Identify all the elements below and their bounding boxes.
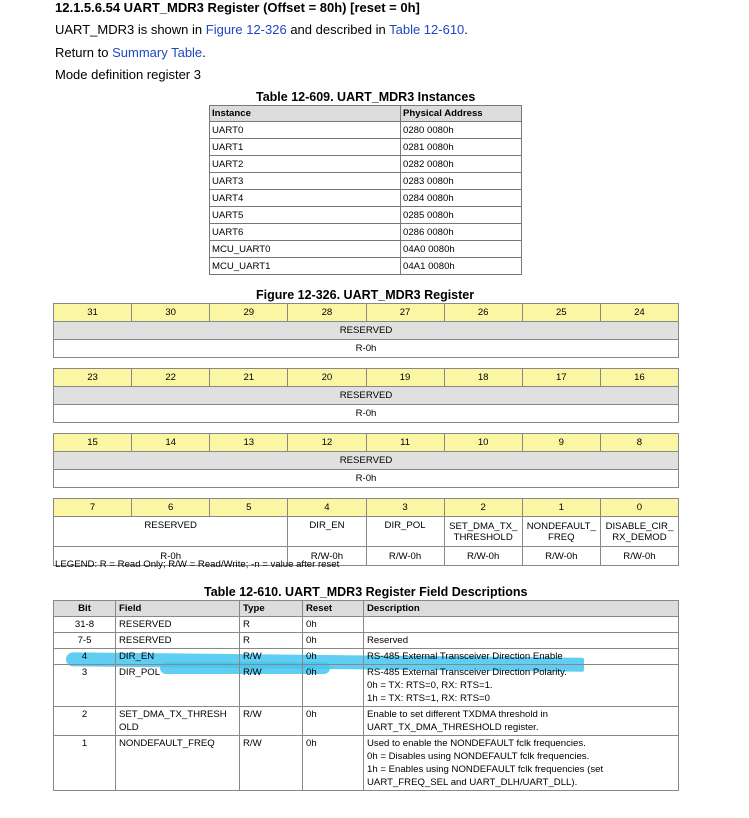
field-type: R/W bbox=[240, 707, 303, 736]
fields-caption: Table 12-610. UART_MDR3 Register Field Descriptions bbox=[204, 585, 528, 599]
low-field-name-row bbox=[54, 517, 679, 547]
field-reset: 0h bbox=[303, 633, 364, 649]
field-type: R/W bbox=[240, 649, 303, 665]
instance-header: Instance bbox=[210, 106, 401, 122]
instance-address: 0284 0080h bbox=[401, 190, 522, 207]
instance-name: UART5 bbox=[210, 207, 401, 224]
field-reset: 0h bbox=[303, 649, 364, 665]
description-header: Description bbox=[364, 601, 679, 617]
bit-number-row bbox=[54, 369, 679, 387]
instance-address: 0281 0080h bbox=[401, 139, 522, 156]
bit-number: 16 bbox=[600, 369, 678, 387]
bit-number: 20 bbox=[288, 369, 366, 387]
low-access-value: R/W-0h bbox=[444, 547, 522, 566]
reserved-field: RESERVED bbox=[54, 387, 679, 405]
field-description bbox=[364, 617, 679, 633]
field-row bbox=[54, 707, 679, 736]
bit-number: 10 bbox=[444, 434, 522, 452]
field-description: Reserved bbox=[364, 633, 679, 649]
figure-link[interactable]: Figure 12-326 bbox=[205, 22, 287, 37]
bit-number: 24 bbox=[600, 304, 678, 322]
intro-middle: and described in bbox=[286, 22, 390, 37]
instance-row bbox=[210, 139, 522, 156]
field-name: DIR_POL bbox=[116, 665, 240, 707]
bit-header: Bit bbox=[54, 601, 116, 617]
bit-number-row bbox=[54, 499, 679, 517]
field-type: R bbox=[240, 617, 303, 633]
bit-number: 29 bbox=[210, 304, 288, 322]
instance-name: UART4 bbox=[210, 190, 401, 207]
bit-number: 1 bbox=[522, 499, 600, 517]
return-line bbox=[55, 45, 206, 60]
bit-number: 21 bbox=[210, 369, 288, 387]
bit-number: 9 bbox=[522, 434, 600, 452]
bit-number: 17 bbox=[522, 369, 600, 387]
field-bit: 31-8 bbox=[54, 617, 116, 633]
bit-number: 0 bbox=[600, 499, 678, 517]
field-name: RESERVED bbox=[116, 617, 240, 633]
low-field-disable-cir-rx-demod: DISABLE_CIR_ RX_DEMOD bbox=[600, 517, 678, 547]
instances-table bbox=[209, 105, 522, 275]
field-name: SET_DMA_TX_THRESH OLD bbox=[116, 707, 240, 736]
low-access-value: R/W-0h bbox=[288, 547, 366, 566]
spacer bbox=[54, 488, 679, 499]
field-row bbox=[54, 665, 679, 707]
instance-name: UART0 bbox=[210, 122, 401, 139]
instance-address: 0280 0080h bbox=[401, 122, 522, 139]
bit-number: 18 bbox=[444, 369, 522, 387]
field-name-row bbox=[54, 452, 679, 470]
figure-caption: Figure 12-326. UART_MDR3 Register bbox=[256, 288, 475, 302]
type-header: Type bbox=[240, 601, 303, 617]
reset-header: Reset bbox=[303, 601, 364, 617]
low-field-set-dma-tx-threshold: SET_DMA_TX_ THRESHOLD bbox=[444, 517, 522, 547]
field-row bbox=[54, 736, 679, 791]
instance-row bbox=[210, 173, 522, 190]
field-descriptions-table bbox=[53, 600, 679, 791]
bit-number: 14 bbox=[132, 434, 210, 452]
field-name: RESERVED bbox=[116, 633, 240, 649]
access-row bbox=[54, 340, 679, 358]
spacer-row bbox=[54, 358, 679, 369]
instance-row bbox=[210, 258, 522, 275]
access-value: R-0h bbox=[54, 405, 679, 423]
low-access-value: R/W-0h bbox=[366, 547, 444, 566]
fields-header-row bbox=[54, 601, 679, 617]
access-value: R-0h bbox=[54, 470, 679, 488]
intro-line bbox=[55, 22, 468, 37]
low-access-value: R/W-0h bbox=[522, 547, 600, 566]
access-row bbox=[54, 405, 679, 423]
bit-number-row bbox=[54, 304, 679, 322]
intro-suffix: . bbox=[464, 22, 468, 37]
instance-name: MCU_UART1 bbox=[210, 258, 401, 275]
bit-number: 25 bbox=[522, 304, 600, 322]
low-field-dir-en: DIR_EN bbox=[288, 517, 366, 547]
instance-row bbox=[210, 190, 522, 207]
field-description: Enable to set different TXDMA threshold in UART_TX_DMA_THRESHOLD register. bbox=[364, 707, 679, 736]
field-name: NONDEFAULT_FREQ bbox=[116, 736, 240, 791]
spacer bbox=[54, 358, 679, 369]
field-header: Field bbox=[116, 601, 240, 617]
field-type: R bbox=[240, 633, 303, 649]
field-reset: 0h bbox=[303, 617, 364, 633]
field-bit: 4 bbox=[54, 649, 116, 665]
field-description: RS-485 External Transceiver Direction Enable bbox=[364, 649, 679, 665]
instance-row bbox=[210, 122, 522, 139]
bit-number: 15 bbox=[54, 434, 132, 452]
bit-number: 4 bbox=[288, 499, 366, 517]
field-name-row bbox=[54, 322, 679, 340]
return-prefix: Return to bbox=[55, 45, 113, 60]
table-link[interactable]: Table 12-610 bbox=[389, 22, 465, 37]
field-name-row bbox=[54, 387, 679, 405]
summary-table-link[interactable]: Summary Table bbox=[112, 45, 203, 60]
reserved-field: RESERVED bbox=[54, 322, 679, 340]
field-bit: 3 bbox=[54, 665, 116, 707]
instance-name: MCU_UART0 bbox=[210, 241, 401, 258]
bit-number: 2 bbox=[444, 499, 522, 517]
bit-number: 12 bbox=[288, 434, 366, 452]
bit-number: 8 bbox=[600, 434, 678, 452]
field-bit: 1 bbox=[54, 736, 116, 791]
bit-number: 5 bbox=[210, 499, 288, 517]
field-description: RS-485 External Transceiver Direction Polarity. 0h = TX: RTS=0, RX: RTS=1. 1h = TX: RTS=1, RX: RTS=0 bbox=[364, 665, 679, 707]
instance-address: 0282 0080h bbox=[401, 156, 522, 173]
low-field-nondefault-freq: NONDEFAULT_ FREQ bbox=[522, 517, 600, 547]
bit-number: 19 bbox=[366, 369, 444, 387]
field-reset: 0h bbox=[303, 665, 364, 707]
instance-row bbox=[210, 241, 522, 258]
bit-number: 13 bbox=[210, 434, 288, 452]
spacer-row bbox=[54, 423, 679, 434]
instance-address: 04A1 0080h bbox=[401, 258, 522, 275]
field-type: R/W bbox=[240, 736, 303, 791]
access-value: R-0h bbox=[54, 340, 679, 358]
instance-name: UART6 bbox=[210, 224, 401, 241]
field-row bbox=[54, 649, 679, 665]
field-type: R/W bbox=[240, 665, 303, 707]
bit-number: 26 bbox=[444, 304, 522, 322]
field-row bbox=[54, 617, 679, 633]
field-bit: 7-5 bbox=[54, 633, 116, 649]
low-field-reserved: RESERVED bbox=[54, 517, 288, 547]
instance-name: UART1 bbox=[210, 139, 401, 156]
instance-address: 04A0 0080h bbox=[401, 241, 522, 258]
bit-number: 23 bbox=[54, 369, 132, 387]
register-description: Mode definition register 3 bbox=[55, 67, 201, 82]
bit-number: 11 bbox=[366, 434, 444, 452]
access-row bbox=[54, 470, 679, 488]
low-access-value: R-0h bbox=[54, 547, 288, 566]
bit-number: 3 bbox=[366, 499, 444, 517]
low-field-dir-pol: DIR_POL bbox=[366, 517, 444, 547]
bit-number: 7 bbox=[54, 499, 132, 517]
field-name: DIR_EN bbox=[116, 649, 240, 665]
instance-row bbox=[210, 207, 522, 224]
instance-name: UART2 bbox=[210, 156, 401, 173]
field-reset: 0h bbox=[303, 707, 364, 736]
intro-prefix: UART_MDR3 is shown in bbox=[55, 22, 206, 37]
field-reset: 0h bbox=[303, 736, 364, 791]
field-row bbox=[54, 633, 679, 649]
legend: LEGEND: R = Read Only; R/W = Read/Write; -n = value after reset bbox=[55, 559, 340, 570]
bit-number: 30 bbox=[132, 304, 210, 322]
spacer-row bbox=[54, 488, 679, 499]
return-suffix: . bbox=[202, 45, 206, 60]
instance-address: 0285 0080h bbox=[401, 207, 522, 224]
field-bit: 2 bbox=[54, 707, 116, 736]
address-header: Physical Address bbox=[401, 106, 522, 122]
instances-caption: Table 12-609. UART_MDR3 Instances bbox=[256, 90, 476, 104]
instance-row bbox=[210, 156, 522, 173]
field-description: Used to enable the NONDEFAULT fclk frequencies. 0h = Disables using NONDEFAULT fclk frequencies. 1h = Enables using NONDEFAULT fclk frequencies (set UART_FREQ_SEL and UART_DLH/UART_DLL). bbox=[364, 736, 679, 791]
reserved-field: RESERVED bbox=[54, 452, 679, 470]
spacer bbox=[54, 423, 679, 434]
bit-number: 31 bbox=[54, 304, 132, 322]
low-access-value: R/W-0h bbox=[600, 547, 678, 566]
bit-number: 28 bbox=[288, 304, 366, 322]
instance-row bbox=[210, 224, 522, 241]
section-title: 12.1.5.6.54 UART_MDR3 Register (Offset = 80h) [reset = 0h] bbox=[55, 0, 420, 15]
instance-name: UART3 bbox=[210, 173, 401, 190]
instance-address: 0283 0080h bbox=[401, 173, 522, 190]
register-figure bbox=[53, 303, 679, 566]
bit-number-row bbox=[54, 434, 679, 452]
bit-number: 27 bbox=[366, 304, 444, 322]
bit-number: 6 bbox=[132, 499, 210, 517]
instances-header-row bbox=[210, 106, 522, 122]
bit-number: 22 bbox=[132, 369, 210, 387]
instance-address: 0286 0080h bbox=[401, 224, 522, 241]
